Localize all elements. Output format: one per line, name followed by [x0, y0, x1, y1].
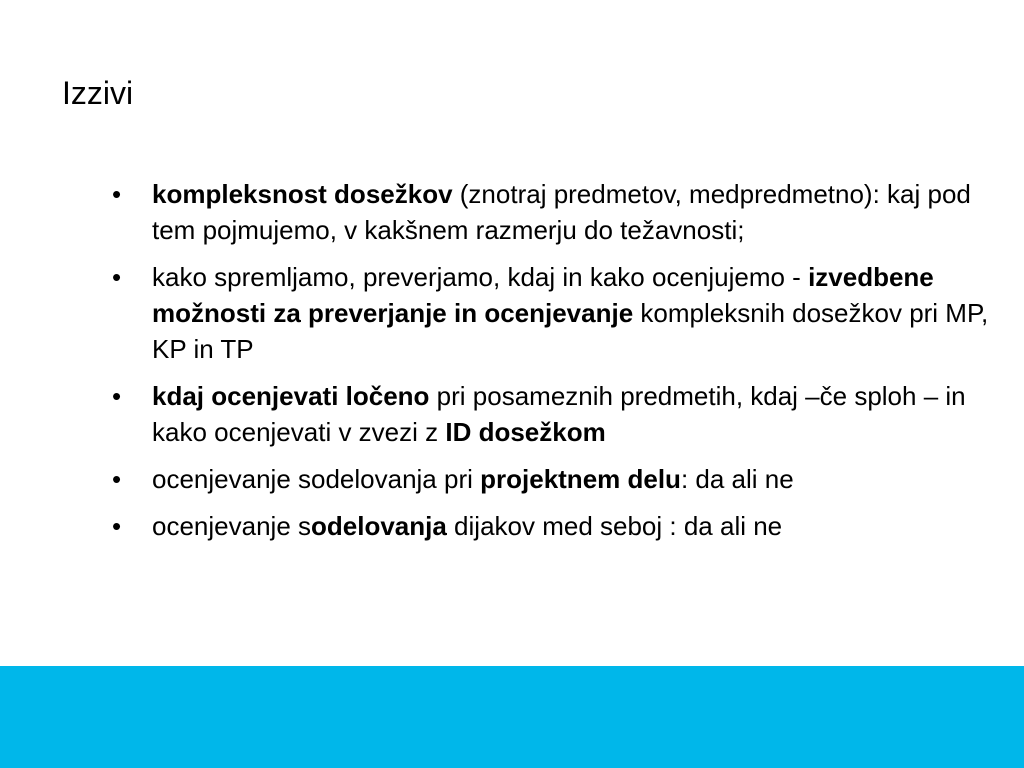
bullet-2-segment-2: izvedbene možnosti za preverjanje in ocenjevanje [152, 262, 934, 328]
bullet-3-segment-3: ID dosežkom [445, 417, 606, 447]
bullet-2-segment-3: kompleksnih dosežkov pri MP, KP in TP [152, 298, 989, 364]
bullet-icon: • [112, 262, 122, 292]
bullet-icon: • [112, 381, 122, 411]
slide-title: Izzivi [62, 75, 134, 111]
bullet-5-segment-1: ocenjevanje s [152, 511, 311, 541]
bullet-icon: • [112, 179, 122, 209]
bullet-4-segment-1: ocenjevanje sodelovanja pri [152, 464, 481, 494]
bullet-2-segment-1: kako spremljamo, preverjamo, kdaj in kako ocenjujemo - [152, 262, 809, 292]
bullet-1-segment-2: (znotraj predmetov, medpredmetno): kaj pod tem pojmujemo, v kakšnem razmerju do težavnosti; [152, 179, 971, 245]
bullet-5-segment-3: dijakov med seboj : da ali ne [446, 511, 783, 541]
bullet-icon: • [112, 511, 122, 541]
bullet-icon: • [112, 464, 122, 494]
bullet-3-segment-2: pri posameznih predmetih, kdaj –če sploh – in kako ocenjevati v zvezi z [152, 381, 966, 447]
bullet-item-3 [112, 378, 1012, 450]
bullet-5-segment-2: odelovanja [311, 511, 447, 541]
bullet-4-segment-2: projektnem delu [480, 464, 681, 494]
footer-band [0, 666, 1024, 768]
bullet-list [112, 176, 1012, 555]
bullet-item-4 [112, 461, 1012, 497]
bullet-item-2 [112, 259, 1012, 367]
bullet-item-1 [112, 176, 1012, 248]
bullet-item-5 [112, 508, 1012, 544]
bullet-1-segment-1: kompleksnost dosežkov [152, 179, 453, 209]
bullet-4-segment-3: : da ali ne [680, 464, 794, 494]
bullet-3-segment-1: kdaj ocenjevati ločeno [152, 381, 430, 411]
